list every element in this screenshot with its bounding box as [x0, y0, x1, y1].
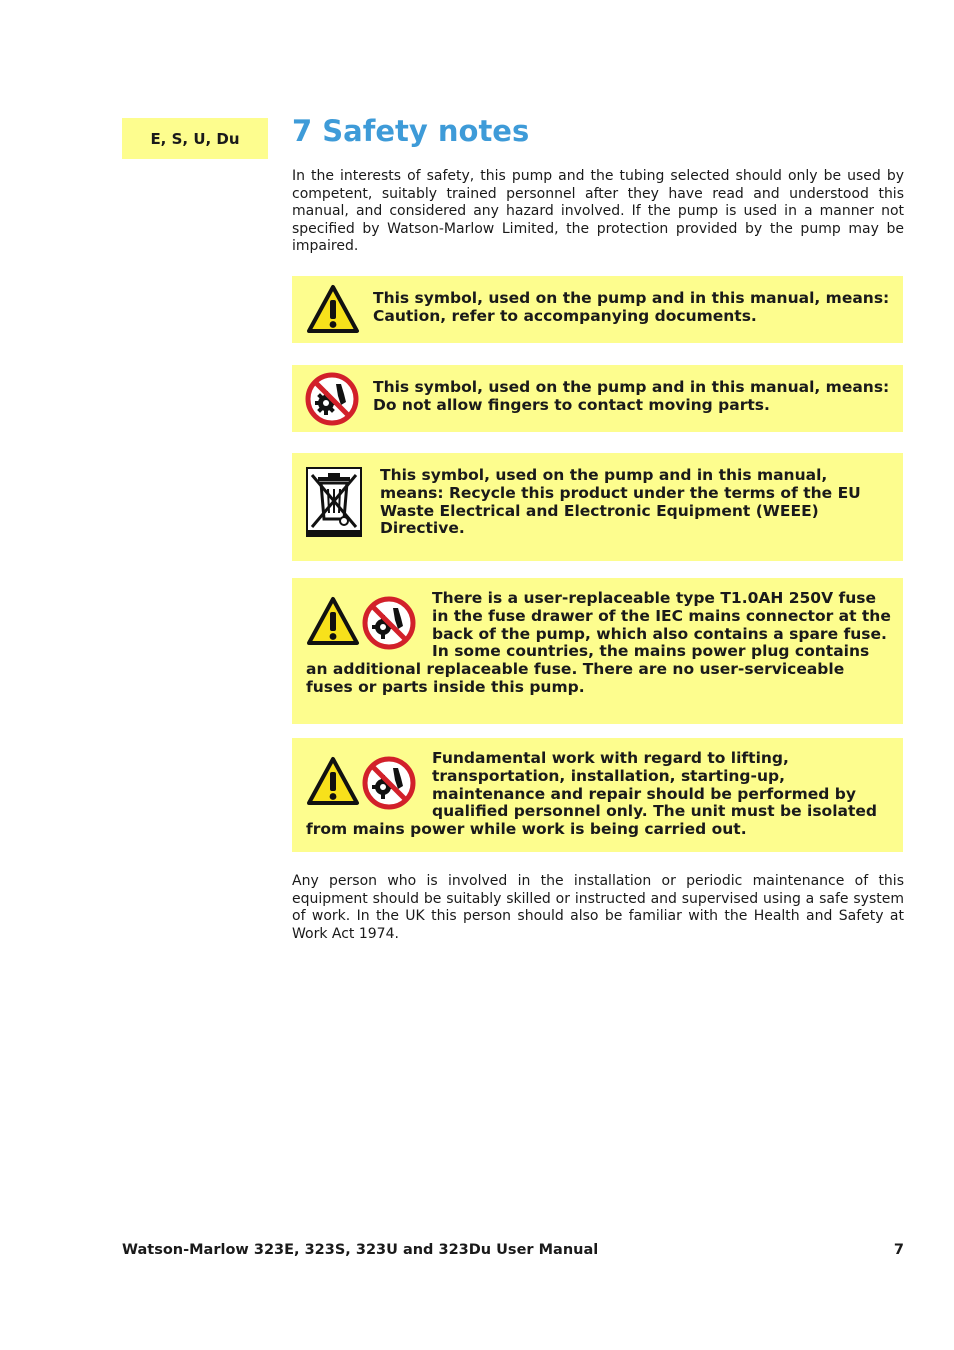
footer-page-number: 7 [893, 1242, 904, 1258]
notice-text: Fundamental work with regard to lifting, transportation, installation, starting-up, maintenance and repair should be performed by qualified personnel only. The unit must be isolated from mains power while work is being carried out. [306, 749, 877, 839]
intro-paragraph: In the interests of safety, this pump and the tubing selected should only be used by competent, suitably trained personnel after they have read and understood this manual, and considered any hazard involved. If the pump is used in a manner not specified by Watson-Marlow Limited, the protection provided by the pump may be impaired. [292, 168, 904, 255]
no-fingers-moving-parts-icon [362, 756, 416, 810]
caution-triangle-icon [306, 284, 360, 334]
page-title: 7 Safety notes [292, 114, 530, 148]
notice-qualified-personnel [292, 738, 903, 852]
notice-caution [292, 276, 903, 343]
model-applicability-tag: E, S, U, Du [122, 118, 268, 159]
notice-fuse [292, 578, 903, 724]
caution-triangle-icon [306, 596, 360, 646]
notice-text: This symbol, used on the pump and in this manual, means: Caution, refer to accompanying documents. [373, 289, 890, 325]
notice-text: There is a user-replaceable type T1.0AH 250V fuse in the fuse drawer of the IEC mains connector at the back of the pump, which also contains a spare fuse. In some countries, the mains power plug contains an additional replaceable fuse. There are no user-serviceable fuses or parts inside this pump. [306, 589, 891, 696]
notice-moving-parts [292, 365, 903, 432]
no-fingers-moving-parts-icon [362, 596, 416, 650]
weee-crossed-bin-icon [306, 467, 362, 539]
notice-icon-group [306, 756, 432, 812]
notice-weee [292, 453, 903, 561]
no-fingers-moving-parts-icon [305, 372, 359, 426]
footer-manual-title: Watson-Marlow 323E, 323S, 323U and 323Du User Manual [122, 1242, 599, 1258]
caution-triangle-icon [306, 756, 360, 806]
closing-paragraph: Any person who is involved in the installation or periodic maintenance of this equipment should be suitably skilled or instructed and supervised using a safe system of work. In the UK this person should also be familiar with the Health and Safety at Work Act 1974. [292, 873, 904, 942]
notice-text: This symbol, used on the pump and in this manual, means: Do not allow fingers to contact moving parts. [373, 378, 890, 414]
notice-icon-group [306, 596, 432, 652]
notice-text: This symbol, used on the pump and in this manual, means: Recycle this product under the terms of the EU Waste Electrical and Electronic Equipment (WEEE) Directive. [380, 466, 861, 538]
